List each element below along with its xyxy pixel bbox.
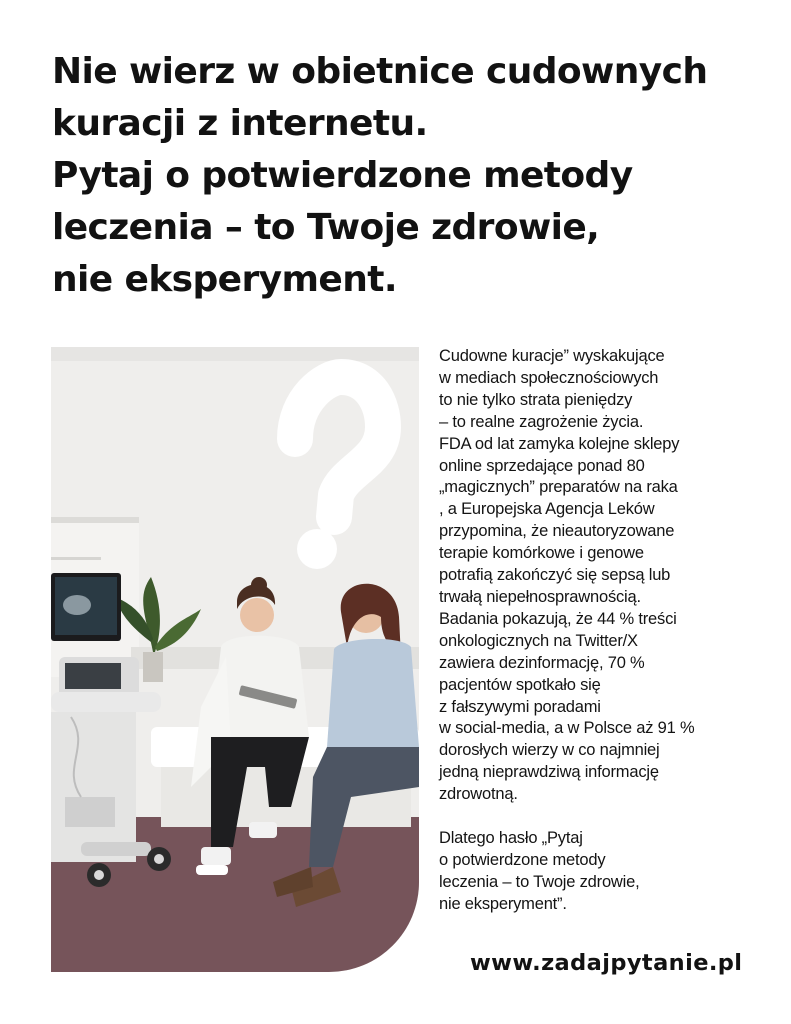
headline bbox=[52, 46, 752, 306]
text-line: w social-media, a w Polsce aż 91 % bbox=[439, 719, 695, 738]
text-line: zawiera dezinformację, 70 % bbox=[439, 653, 645, 672]
paragraph-1 bbox=[439, 346, 749, 806]
text-line: „magicznych” preparatów na raka bbox=[439, 478, 678, 497]
text-line: online sprzedające ponad 80 bbox=[439, 456, 645, 475]
text-line: – to realne zagrożenie życia. bbox=[439, 412, 644, 431]
text-line: Badania pokazują, że 44 % treści bbox=[439, 609, 677, 628]
text-line: zdrowotną. bbox=[439, 785, 518, 804]
clinic-scene-illustration bbox=[51, 347, 419, 972]
text-line: potrafią zakończyć się sepsą lub bbox=[439, 566, 671, 585]
text-line: Dlatego hasło „Pytaj bbox=[439, 829, 583, 848]
headline-line: Nie wierz w obietnice cudownych bbox=[52, 51, 708, 92]
body-text bbox=[439, 346, 749, 916]
clinic-photo bbox=[51, 347, 419, 972]
headline-line: kuracji z internetu. bbox=[52, 103, 428, 144]
headline-line: leczenia – to Twoje zdrowie, bbox=[52, 207, 600, 248]
text-line: dorosłych wierzy w co najmniej bbox=[439, 741, 660, 760]
text-line: , a Europejska Agencja Leków bbox=[439, 500, 655, 519]
text-line: z fałszywymi poradami bbox=[439, 697, 601, 716]
headline-line: Pytaj o potwierdzone metody bbox=[52, 155, 633, 196]
paragraph-2 bbox=[439, 828, 749, 916]
website-url: www.zadajpytanie.pl bbox=[470, 950, 743, 976]
text-line: o potwierdzone metody bbox=[439, 850, 606, 869]
text-line: jedną nieprawdziwą informację bbox=[439, 763, 659, 782]
text-line: przypomina, że nieautoryzowane bbox=[439, 522, 675, 541]
text-line: FDA od lat zamyka kolejne sklepy bbox=[439, 434, 680, 453]
text-line: trwałą niepełnosprawnością. bbox=[439, 587, 641, 606]
text-line: nie eksperyment”. bbox=[439, 894, 567, 913]
text-line: Cudowne kuracje” wyskakujące bbox=[439, 347, 665, 365]
headline-line: nie eksperyment. bbox=[52, 259, 397, 300]
text-line: pacjentów spotkało się bbox=[439, 675, 601, 694]
text-line: onkologicznych na Twitter/X bbox=[439, 631, 638, 650]
text-line: leczenia – to Twoje zdrowie, bbox=[439, 872, 640, 891]
text-line: w mediach społecznościowych bbox=[439, 368, 659, 387]
text-line: to nie tylko strata pieniędzy bbox=[439, 390, 633, 409]
text-line: terapie komórkowe i genowe bbox=[439, 544, 644, 563]
